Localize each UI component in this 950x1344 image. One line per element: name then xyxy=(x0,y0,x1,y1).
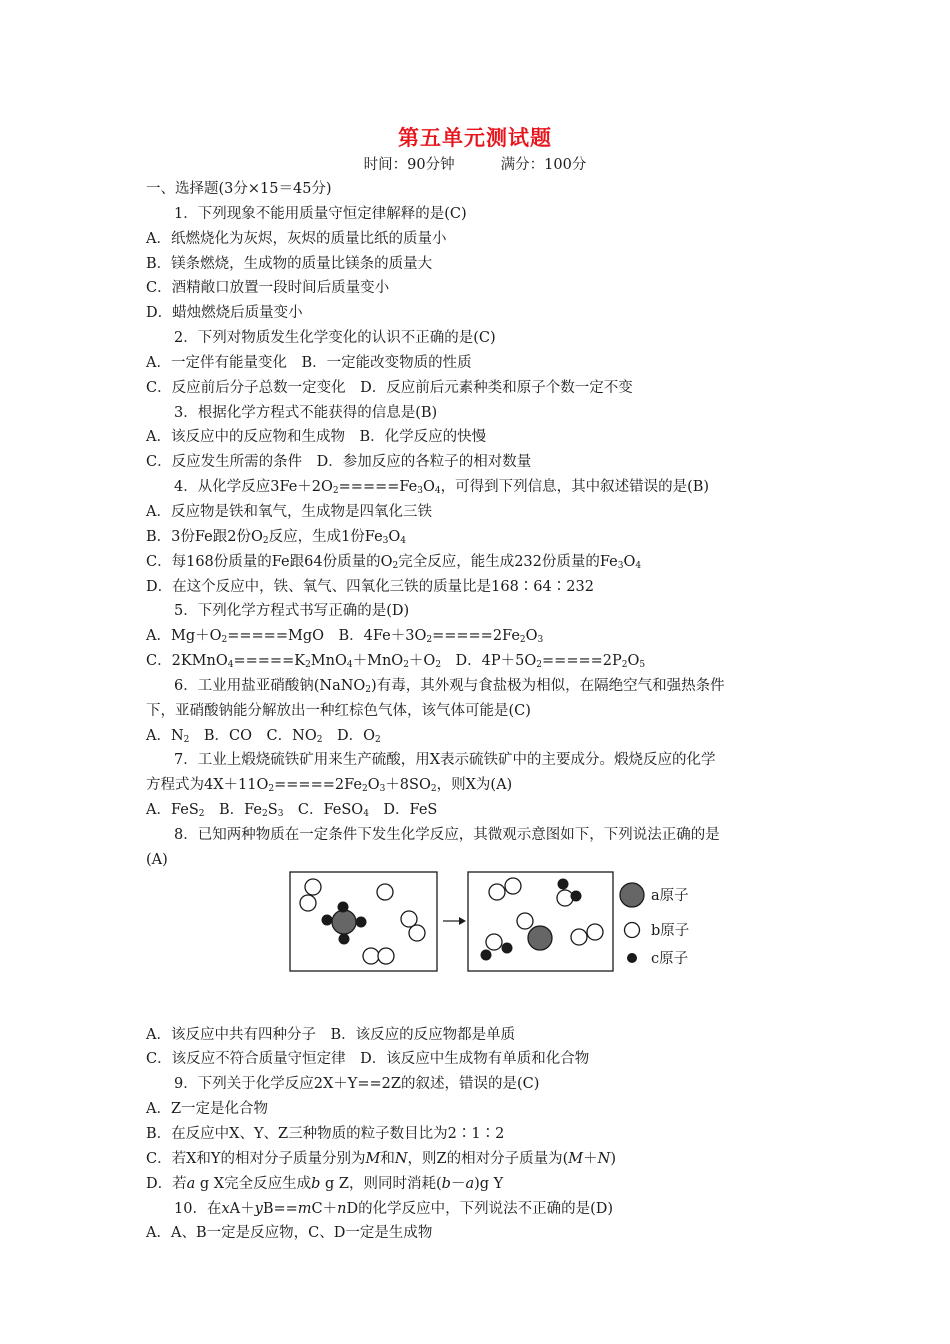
q9-var: N xyxy=(394,1150,408,1167)
q1-option-b: B．镁条燃烧，生成物的质量比镁条的质量大 xyxy=(146,255,433,272)
b-atom xyxy=(571,929,587,945)
q7-text: C．FeSO xyxy=(283,802,364,819)
subscript: 3 xyxy=(537,635,544,646)
q9-var: N xyxy=(597,1150,611,1167)
q3-options-ab: A．该反应中的反应物和生成物 B．化学反应的快慢 xyxy=(146,429,487,446)
exam-time: 时间：90分钟 xyxy=(363,157,455,173)
b-atom xyxy=(300,895,316,911)
subscript: 2 xyxy=(305,660,311,671)
q9-var: b xyxy=(311,1175,321,1192)
subscript: 4 xyxy=(363,809,369,820)
q9-text: )g Y xyxy=(474,1175,504,1192)
q9-text: g X完全反应生成 xyxy=(195,1175,312,1192)
subscript: 2 xyxy=(221,635,228,646)
b-atom xyxy=(486,934,502,950)
q6-stem-line1 xyxy=(174,674,814,699)
q1-stem: 1．下列现象不能用质量守恒定律解释的是(C) xyxy=(174,205,467,222)
q6-text: 6．工业用盐亚硝酸钠(NaNO xyxy=(174,677,366,694)
q9-text: ) xyxy=(610,1150,616,1167)
q10-var: m xyxy=(297,1200,312,1217)
q9-text: － xyxy=(450,1175,466,1192)
b-atom xyxy=(557,890,573,906)
subscript: 3 xyxy=(617,560,624,571)
section-heading: 一、选择题(3分×15＝45分) xyxy=(146,181,332,197)
q9-var: a xyxy=(186,1175,196,1192)
arrow-icon xyxy=(443,917,466,925)
q10-var: n xyxy=(337,1200,347,1217)
q1-option-c: C．酒精敞口放置一段时间后质量变小 xyxy=(146,280,390,297)
q2-options-cd: C．反应前后分子总数一定变化 D．反应前后元素种类和原子个数一定不变 xyxy=(146,379,633,396)
q9-var: a xyxy=(465,1175,475,1192)
q5-options-cd: C．$2KMnO_4=====K_2MnO_4+MnO_2+O_2$ D．$4P+5O_2=====2P_2O_5$ xyxy=(146,653,646,671)
q6-text: A．N xyxy=(146,727,184,744)
subscript: 2 xyxy=(268,784,275,795)
b-atom xyxy=(409,925,425,941)
subscript: 3 xyxy=(277,809,284,820)
subscript: 4 xyxy=(434,486,441,497)
b-atom xyxy=(305,879,321,895)
subscript: 2 xyxy=(621,660,628,671)
q8-options-ab: A．该反应中共有四种分子 B．该反应的反应物都是单质 xyxy=(146,1026,516,1043)
q6-text: B．CO C．NO xyxy=(189,727,317,744)
q10-text: B== xyxy=(262,1200,298,1217)
q3-options-cd: C．反应发生所需的条件 D．参加反应的各粒子的相对数量 xyxy=(146,454,532,471)
b-atom xyxy=(401,911,417,927)
q9-text: 和 xyxy=(380,1150,395,1167)
q9-option-d xyxy=(146,1172,814,1197)
subscript: 2 xyxy=(430,784,437,795)
q6-text: D．O xyxy=(322,727,375,744)
subscript: 3 xyxy=(417,486,423,497)
b-atom xyxy=(378,948,394,964)
q5-options-ab: A．$Mg+O_2=====MgO$ B．$4Fe+3O_2=====2Fe_2O_3$ xyxy=(146,628,544,646)
exam-score: 满分：100分 xyxy=(500,157,587,173)
b-atom xyxy=(489,884,505,900)
reaction-diagram xyxy=(289,866,709,976)
q9-option-a: A．Z一定是化合物 xyxy=(146,1101,269,1118)
q4-stem-text: 4．从化学反应3Fe＋2O xyxy=(174,479,333,496)
q8-options-cd: C．该反应不符合质量守恒定律 D．该反应中生成物有单质和化合物 xyxy=(146,1051,590,1068)
q4-stem: 4．从化学反应$3Fe+2O_2=====Fe_3O_4$，可得到下列信息，其中叙述错误的是(B) xyxy=(174,479,710,497)
c-atom xyxy=(338,902,349,913)
q4-stem-text: ，可得到下列信息，其中叙述错误的是(B) xyxy=(440,479,710,496)
q9-stem: 9．下列关于化学反应2X＋Y==2Z的叙述，错误的是(C) xyxy=(174,1076,540,1093)
subscript: 2 xyxy=(262,809,268,820)
question-list xyxy=(146,177,814,1246)
q7-text: 方程式为4X＋11O xyxy=(146,777,269,794)
legend-c-label: c原子 xyxy=(651,951,689,967)
q9-text: ，则Z的相对分子质量为( xyxy=(407,1150,569,1167)
q3-stem: 3．根据化学方程式不能获得的信息是(B) xyxy=(174,404,438,421)
subscript: 2 xyxy=(365,684,372,695)
q10-var: y xyxy=(254,1200,263,1217)
a-atom xyxy=(332,910,356,934)
c-atom xyxy=(558,879,569,890)
q10-option-a: A．A、B一定是反应物，C、D一定是生成物 xyxy=(146,1225,433,1242)
subscript: 4 xyxy=(400,535,407,546)
q5-option-text: D．4P＋5O xyxy=(441,653,537,670)
q6-text: )有毒，其外观与食盐极为相似，在隔绝空气和强热条件 xyxy=(371,677,725,694)
q2-stem: 2．下列对物质发生化学变化的认识不正确的是(C) xyxy=(174,330,496,347)
b-atom xyxy=(363,948,379,964)
q9-var: M xyxy=(365,1150,381,1167)
c-atom xyxy=(339,934,350,945)
b-atom xyxy=(377,884,393,900)
q7-text: B．Fe xyxy=(204,802,263,819)
q5-stem: 5．下列化学方程式书写正确的是(D) xyxy=(174,603,410,620)
subscript: 2 xyxy=(316,734,323,745)
q7-text: ＋8SO xyxy=(385,777,431,794)
subscript: 2 xyxy=(183,734,190,745)
b-atom xyxy=(505,878,521,894)
q1-option-a: A．纸燃烧化为灰烬，灰烬的质量比纸的质量小 xyxy=(146,230,447,247)
subscript: 4 xyxy=(227,660,234,671)
q10-var: x xyxy=(221,1200,230,1217)
q5-option-text: ＋O xyxy=(408,653,436,670)
q4-stem-text: =====Fe xyxy=(338,479,418,496)
q7-text: A．FeS xyxy=(146,802,199,819)
q10-text: C＋ xyxy=(311,1200,338,1217)
q10-text: 10．在 xyxy=(174,1200,222,1217)
q10-text: A＋ xyxy=(229,1200,255,1217)
q9-option-b: B．在反应中X、Y、Z三种物质的粒子数目比为2∶1∶2 xyxy=(146,1126,505,1142)
q4-option-d: D．在这个反应中，铁、氧气、四氧化三铁的质量比是168∶64∶232 xyxy=(146,578,594,595)
q4-option-b-text: 反应，生成1份Fe xyxy=(268,528,383,545)
exam-meta xyxy=(0,153,950,174)
subscript: 5 xyxy=(639,660,646,671)
a-atom xyxy=(528,926,552,950)
c-atom xyxy=(571,891,582,902)
q5-option-text: ＋MnO xyxy=(352,653,404,670)
b-atom xyxy=(517,913,533,929)
q5-option-text: MnO xyxy=(310,653,347,670)
subscript: 2 xyxy=(536,660,543,671)
q7-text: D．FeS xyxy=(368,802,438,819)
legend-b-swatch xyxy=(625,923,640,938)
subscript: 2 xyxy=(198,809,205,820)
q7-options xyxy=(146,798,814,823)
q5-option-text: C．2KMnO xyxy=(146,653,228,670)
q7-stem-line2: 方程式为$4X+11O_2=====2Fe_2O_3+8SO_2$，则X为(A) xyxy=(146,777,513,795)
q5-option-text: =====2Fe xyxy=(432,628,520,645)
subscript: 4 xyxy=(635,560,642,571)
c-atom xyxy=(502,943,513,954)
b-atom xyxy=(587,924,603,940)
subscript: 2 xyxy=(392,560,399,571)
q4-option-c-text: 完全反应，能生成232份质量的Fe xyxy=(398,553,618,570)
q1-option-d: D．蜡烛燃烧后质量变小 xyxy=(146,305,303,322)
q4-option-b-text: B．3份Fe跟2份O xyxy=(146,528,263,545)
q5-option-text: =====K xyxy=(233,653,306,670)
legend-a-label: a原子 xyxy=(651,888,689,904)
q7-stem-line1: 7．工业上煅烧硫铁矿用来生产硫酸，用X表示硫铁矿中的主要成分。煅烧反应的化学 xyxy=(174,752,716,769)
q7-text: S xyxy=(267,802,278,819)
q9-var: M xyxy=(568,1150,584,1167)
c-atom xyxy=(356,917,367,928)
q4-option-c-text: C．每168份质量的Fe跟64份质量的O xyxy=(146,553,393,570)
subscript: 3 xyxy=(382,535,389,546)
page-title: 第五单元测试题 xyxy=(398,126,552,150)
subscript: 2 xyxy=(374,734,381,745)
q8-stem-line1: 8．已知两种物质在一定条件下发生化学反应，其微观示意图如下，下列说法正确的是 xyxy=(174,826,720,843)
q8-stem-line2: (A) xyxy=(146,851,168,868)
subscript: 4 xyxy=(346,660,353,671)
subscript: 2 xyxy=(262,535,269,546)
q7-text: ，则X为(A) xyxy=(436,777,513,794)
q10-stem xyxy=(174,1197,814,1222)
q5-option-text: A．Mg＋O xyxy=(146,628,222,645)
q9-var: b xyxy=(441,1175,451,1192)
q9-text: g Z，则同时消耗( xyxy=(320,1175,442,1192)
q9-text: D．若 xyxy=(146,1175,187,1192)
subscript: 2 xyxy=(519,635,526,646)
q6-options xyxy=(146,724,814,749)
legend-b-label: b原子 xyxy=(651,923,690,939)
q9-option-c xyxy=(146,1147,814,1172)
q4-option-b: B．3份Fe跟2份$O_2$反应，生成1份$Fe_3O_4$ xyxy=(146,528,407,546)
q5-option-text: =====2P xyxy=(542,653,622,670)
subscript: 2 xyxy=(435,660,442,671)
q5-option-text: =====MgO B．4Fe＋3O xyxy=(227,628,427,645)
legend-c-swatch xyxy=(627,953,637,963)
q6-stem-line2: 下，亚硝酸钠能分解放出一种红棕色气体，该气体可能是(C) xyxy=(146,702,531,719)
q10-text: D的化学反应中，下列说法不正确的是(D) xyxy=(346,1200,614,1217)
subscript: 2 xyxy=(361,784,368,795)
q4-option-a: A．反应物是铁和氧气，生成物是四氧化三铁 xyxy=(146,503,432,520)
subscript: 2 xyxy=(426,635,433,646)
subscript: 3 xyxy=(379,784,386,795)
q9-text: C．若X和Y的相对分子质量分别为 xyxy=(146,1150,366,1167)
legend-a-swatch xyxy=(620,883,644,907)
c-atom xyxy=(481,950,492,961)
q7-text: =====2Fe xyxy=(274,777,362,794)
c-atom xyxy=(322,915,333,926)
subscript: 2 xyxy=(403,660,409,671)
subscript: 2 xyxy=(332,486,339,497)
q9-text: ＋ xyxy=(583,1150,598,1167)
q2-options-ab: A．一定伴有能量变化 B．一定能改变物质的性质 xyxy=(146,354,472,371)
q4-option-c: C．每168份质量的Fe跟64份质量的$O_2$完全反应，能生成232份质量的$Fe_3O_4$ xyxy=(146,553,642,571)
